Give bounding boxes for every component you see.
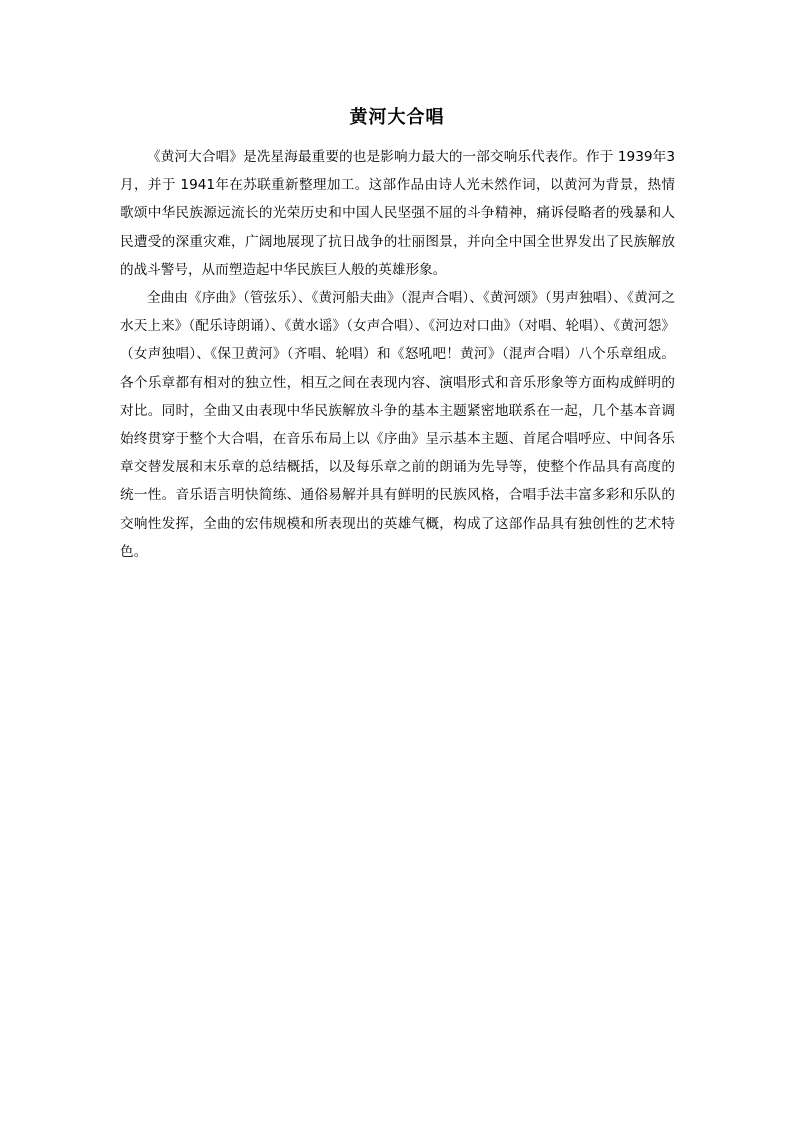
document-body [120, 143, 675, 566]
paragraph-movements: 全曲由《序曲》（管弦乐）、《黄河船夫曲》（混声合唱）、《黄河颂》（男声独唱）、《黄河之水天上来》（配乐诗朗诵）、《黄水谣》（女声合唱）、《河边对口曲》（对唱、轮唱）、《黄河怨》（女声独唱）、《保卫黄河》（齐唱、轮唱）和《怒吼吧！黄河》（混声合唱）八个乐章组成。各个乐章都有相对的独立性，相互之间在表现内容、演唱形式和音乐形象等方面构成鲜明的对比。同时，全曲又由表现中华民族解放斗争的基本主题紧密地联系在一起，几个基本音调始终贯穿于整个大合唱，在音乐布局上以《序曲》呈示基本主题、首尾合唱呼应、中间各乐章交替发展和末乐章的总结概括，以及每乐章之前的朗诵为先导等，使整个作品具有高度的统一性。音乐语言明快简练、通俗易解并具有鲜明的民族风格，合唱手法丰富多彩和乐队的交响性发挥，全曲的宏伟规模和所表现出的英雄气概，构成了这部作品具有独创性的艺术特色。 [120, 290, 675, 560]
paragraph-intro: 《黄河大合唱》是冼星海最重要的也是影响力最大的一部交响乐代表作。作于 1939年3月，并于 1941年在苏联重新整理加工。这部作品由诗人光未然作词，以黄河为背景，热情歌颂中华民族源远流长的光荣历史和中国人民坚强不屈的斗争精神，痛诉侵略者的残暴和人民遭受的深重灾难，广阔地展现了抗日战争的壮丽图景，并向全中国全世界发出了民族解放的战斗警号，从而塑造起中华民族巨人般的英雄形象。 [120, 149, 675, 278]
document-title: 黄河大合唱 [349, 107, 445, 128]
